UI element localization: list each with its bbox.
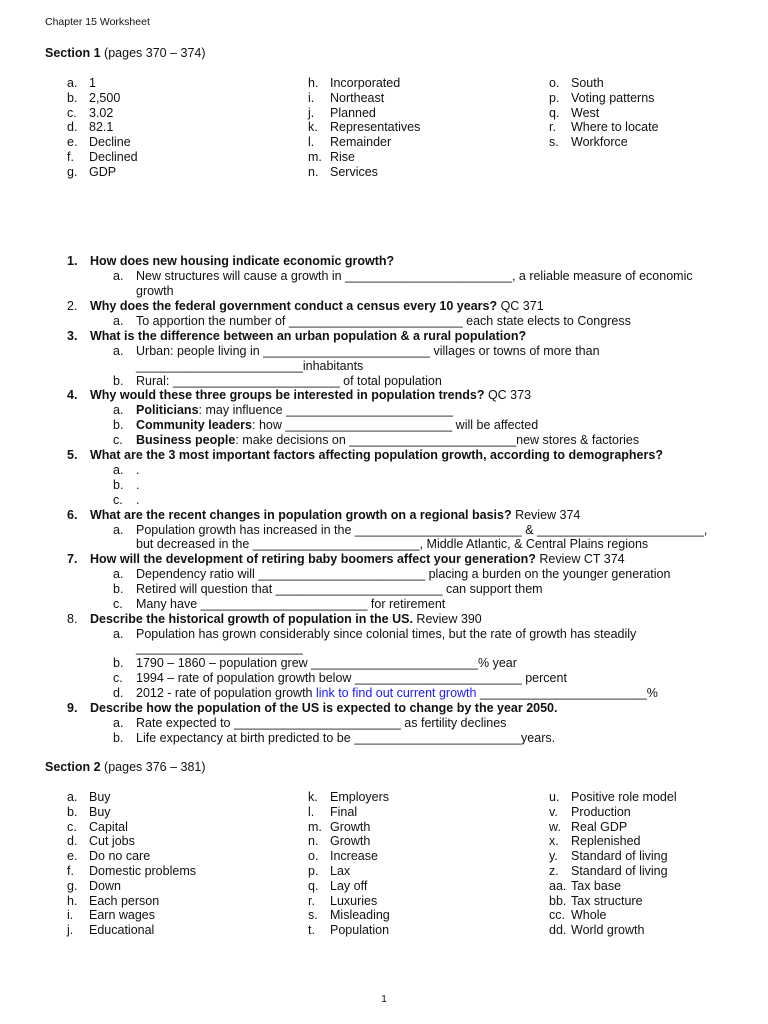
question-3a-text: Urban: people living in ________________________ villages or towns of more than: [136, 344, 600, 358]
word-bank-item: e. Do no care: [67, 849, 151, 864]
section-2-word-bank-col-1: [67, 790, 196, 938]
word-bank-item: f. Declined: [67, 149, 138, 164]
section-2-label: Section 2: [45, 760, 101, 774]
word-bank-item: q. Lay off: [308, 878, 368, 893]
word-bank-item: i. Northeast: [308, 90, 385, 105]
word-bank-item: e. Decline: [67, 135, 131, 150]
word-bank-item: bb. Tax structure: [549, 893, 643, 908]
question-8a-letter: a.: [113, 627, 124, 641]
question-2-ref: QC 371: [497, 299, 544, 313]
question-7-text: How will the development of retiring baby boomers affect your generation?: [90, 552, 536, 566]
question-5b-text: .: [136, 478, 140, 492]
question-2-number: 2.: [67, 299, 78, 313]
page-number: 1: [381, 993, 387, 1005]
question-4b-text: : how ________________________ will be affected: [252, 418, 539, 432]
word-bank-item: i. Earn wages: [67, 908, 156, 923]
question-6-ref: Review 374: [511, 508, 581, 522]
word-bank-item: d. 82.1: [67, 120, 114, 135]
question-6-text: What are the recent changes in population growth on a regional basis?: [90, 508, 512, 522]
question-7b-text: Retired will question that ________________________ can support them: [136, 582, 543, 596]
question-2-text: Why does the federal government conduct a census every 10 years?: [90, 299, 498, 313]
question-7c-letter: c.: [113, 597, 123, 611]
question-6a-text: Population growth has increased in the ________________________ & ________________________,: [136, 523, 708, 537]
question-2a-text: To apportion the number of _________________________ each state elects to Congress: [136, 314, 631, 328]
question-4c-letter: c.: [113, 433, 123, 447]
question-6a-text-cont: but decreased in the ________________________, Middle Atlantic, & Central Plains regions: [136, 537, 649, 551]
section-2-word-bank-col-3: [549, 790, 677, 938]
word-bank-item: h. Incorporated: [308, 76, 401, 90]
word-bank-item: l. Remainder: [308, 135, 392, 150]
question-4-ref: QC 373: [484, 388, 532, 402]
section-1-word-bank-col-3: [549, 76, 659, 150]
question-4c-text: : make decisions on ________________________new stores & factories: [235, 433, 640, 447]
question-6-number: 6.: [67, 508, 78, 522]
question-7-ref: Review CT 374: [535, 552, 625, 566]
word-bank-item: m. Rise: [308, 149, 356, 164]
word-bank-item: z. Standard of living: [549, 863, 668, 878]
question-4-line: [90, 388, 531, 403]
word-bank-item: l. Final: [308, 804, 358, 819]
word-bank-item: cc. Whole: [549, 908, 607, 923]
word-bank-item: d. Cut jobs: [67, 834, 135, 849]
question-8a-text-cont: ________________________: [136, 641, 303, 655]
word-bank-item: y. Standard of living: [549, 849, 668, 864]
question-5b-letter: b.: [113, 478, 124, 492]
question-8-line: [90, 612, 482, 627]
question-1-text: How does new housing indicate economic growth?: [90, 254, 395, 268]
word-bank-item: a. 1: [67, 76, 96, 90]
question-8-number: 8.: [67, 612, 78, 626]
question-8c-text: 1994 – rate of population growth below ________________________ percent: [136, 671, 567, 685]
question-5c-letter: c.: [113, 493, 123, 507]
question-8c-letter: c.: [113, 671, 123, 685]
question-4c-line: [136, 433, 639, 448]
section-2-pages: (pages 376 – 381): [100, 760, 206, 774]
question-4c-label: Business people: [136, 433, 236, 447]
section-2-heading: [45, 760, 206, 774]
word-bank-item: q. West: [549, 105, 600, 120]
question-7b-letter: b.: [113, 582, 124, 596]
question-8-ref: Review 390: [412, 612, 482, 626]
question-8b-letter: b.: [113, 656, 124, 670]
word-bank-item: t. Population: [308, 923, 390, 938]
word-bank-item: b. Buy: [67, 804, 111, 819]
question-7c-text: Many have ________________________ for retirement: [136, 597, 446, 611]
question-3b-letter: b.: [113, 374, 124, 388]
question-4a-letter: a.: [113, 403, 124, 417]
question-8a-text: Population has grown considerably since colonial times, but the rate of growth has steadily: [136, 627, 637, 641]
question-1a-text-cont: growth: [136, 284, 174, 298]
question-3-text: What is the difference between an urban population & a rural population?: [90, 329, 527, 343]
word-bank-item: k. Employers: [308, 790, 390, 804]
question-7-line: [90, 552, 625, 567]
question-4b-label: Community leaders: [136, 418, 253, 432]
question-9-text: Describe how the population of the US is expected to change by the year 2050.: [90, 701, 558, 715]
word-bank-item: v. Production: [549, 804, 631, 819]
current-growth-link[interactable]: link to find out current growth: [315, 686, 477, 700]
question-5-text: What are the 3 most important factors affecting population growth, according to demographers?: [90, 448, 663, 462]
word-bank-item: j. Educational: [67, 923, 155, 938]
word-bank-item: r. Where to locate: [549, 120, 659, 135]
question-3a-letter: a.: [113, 344, 124, 358]
word-bank-item: u. Positive role model: [549, 790, 677, 804]
question-9b-letter: b.: [113, 731, 124, 745]
word-bank-item: k. Representatives: [308, 120, 421, 135]
word-bank-item: s. Misleading: [308, 908, 390, 923]
document-header: Chapter 15 Worksheet: [45, 16, 150, 28]
question-9a-text: Rate expected to ________________________ as fertility declines: [136, 716, 507, 730]
question-9-number: 9.: [67, 701, 78, 715]
question-1-number: 1.: [67, 254, 78, 268]
question-4-text: Why would these three groups be interested in population trends?: [90, 388, 485, 402]
question-4a-text: : may influence ________________________: [198, 403, 453, 417]
word-bank-item: b. 2,500: [67, 90, 121, 105]
question-7-number: 7.: [67, 552, 78, 566]
question-4b-line: [136, 418, 538, 433]
question-4b-letter: b.: [113, 418, 124, 432]
question-5-number: 5.: [67, 448, 78, 462]
word-bank-item: h. Each person: [67, 893, 160, 908]
word-bank-item: n. Growth: [308, 834, 371, 849]
section-1-word-bank-col-2: [308, 76, 420, 180]
word-bank-item: aa. Tax base: [549, 878, 622, 893]
word-bank-item: p. Voting patterns: [549, 90, 655, 105]
word-bank-item: g. Down: [67, 878, 121, 893]
word-bank-item: o. Increase: [308, 849, 378, 864]
question-9a-letter: a.: [113, 716, 124, 730]
question-2-line: [90, 299, 544, 314]
question-5a-text: .: [136, 463, 140, 477]
word-bank-item: g. GDP: [67, 164, 117, 179]
question-3-number: 3.: [67, 329, 78, 343]
question-8d-text-end: ________________________%: [476, 686, 658, 700]
question-3b-text: Rural: ________________________ of total population: [136, 374, 442, 388]
section-1-heading: [45, 46, 206, 60]
question-2a-letter: a.: [113, 314, 124, 328]
word-bank-item: n. Services: [308, 164, 378, 179]
section-2-word-bank-col-2: [308, 790, 390, 938]
word-bank-item: m. Growth: [308, 819, 371, 834]
question-9b-text: Life expectancy at birth predicted to be ________________________years.: [136, 731, 556, 745]
question-4a-line: [136, 403, 453, 418]
word-bank-item: j. Planned: [308, 105, 376, 120]
word-bank-item: c. Capital: [67, 819, 128, 834]
word-bank-item: f. Domestic problems: [67, 863, 196, 878]
word-bank-item: s. Workforce: [549, 135, 628, 150]
word-bank-item: p. Lax: [308, 863, 351, 878]
section-1-word-bank-col-1: [67, 76, 138, 180]
section-1-pages: (pages 370 – 374): [100, 46, 206, 60]
question-8b-text: 1790 – 1860 – population grew ________________________% year: [136, 656, 517, 670]
question-4-number: 4.: [67, 388, 78, 402]
word-bank-item: w. Real GDP: [549, 819, 628, 834]
question-7a-text: Dependency ratio will ________________________ placing a burden on the younger generation: [136, 567, 671, 581]
section-1-label: Section 1: [45, 46, 101, 60]
question-8d-line: [136, 686, 658, 701]
question-6a-letter: a.: [113, 523, 124, 537]
question-3a-text-cont: ________________________inhabitants: [136, 359, 364, 373]
question-8-text: Describe the historical growth of population in the US.: [90, 612, 413, 626]
question-5a-letter: a.: [113, 463, 124, 477]
word-bank-item: a. Buy: [67, 790, 111, 804]
question-5c-text: .: [136, 493, 140, 507]
question-4a-label: Politicians: [136, 403, 199, 417]
word-bank-item: c. 3.02: [67, 105, 114, 120]
word-bank-item: r. Luxuries: [308, 893, 378, 908]
word-bank-item: x. Replenished: [549, 834, 641, 849]
question-7a-letter: a.: [113, 567, 124, 581]
word-bank-item: o. South: [549, 76, 604, 90]
question-6-line: [90, 508, 580, 523]
question-1a-letter: a.: [113, 269, 124, 283]
question-8d-letter: d.: [113, 686, 124, 700]
question-1a-text: New structures will cause a growth in ________________________, a reliable measure of economic: [136, 269, 693, 283]
question-8d-text: 2012 - rate of population growth: [136, 686, 316, 700]
word-bank-item: dd. World growth: [549, 923, 645, 938]
